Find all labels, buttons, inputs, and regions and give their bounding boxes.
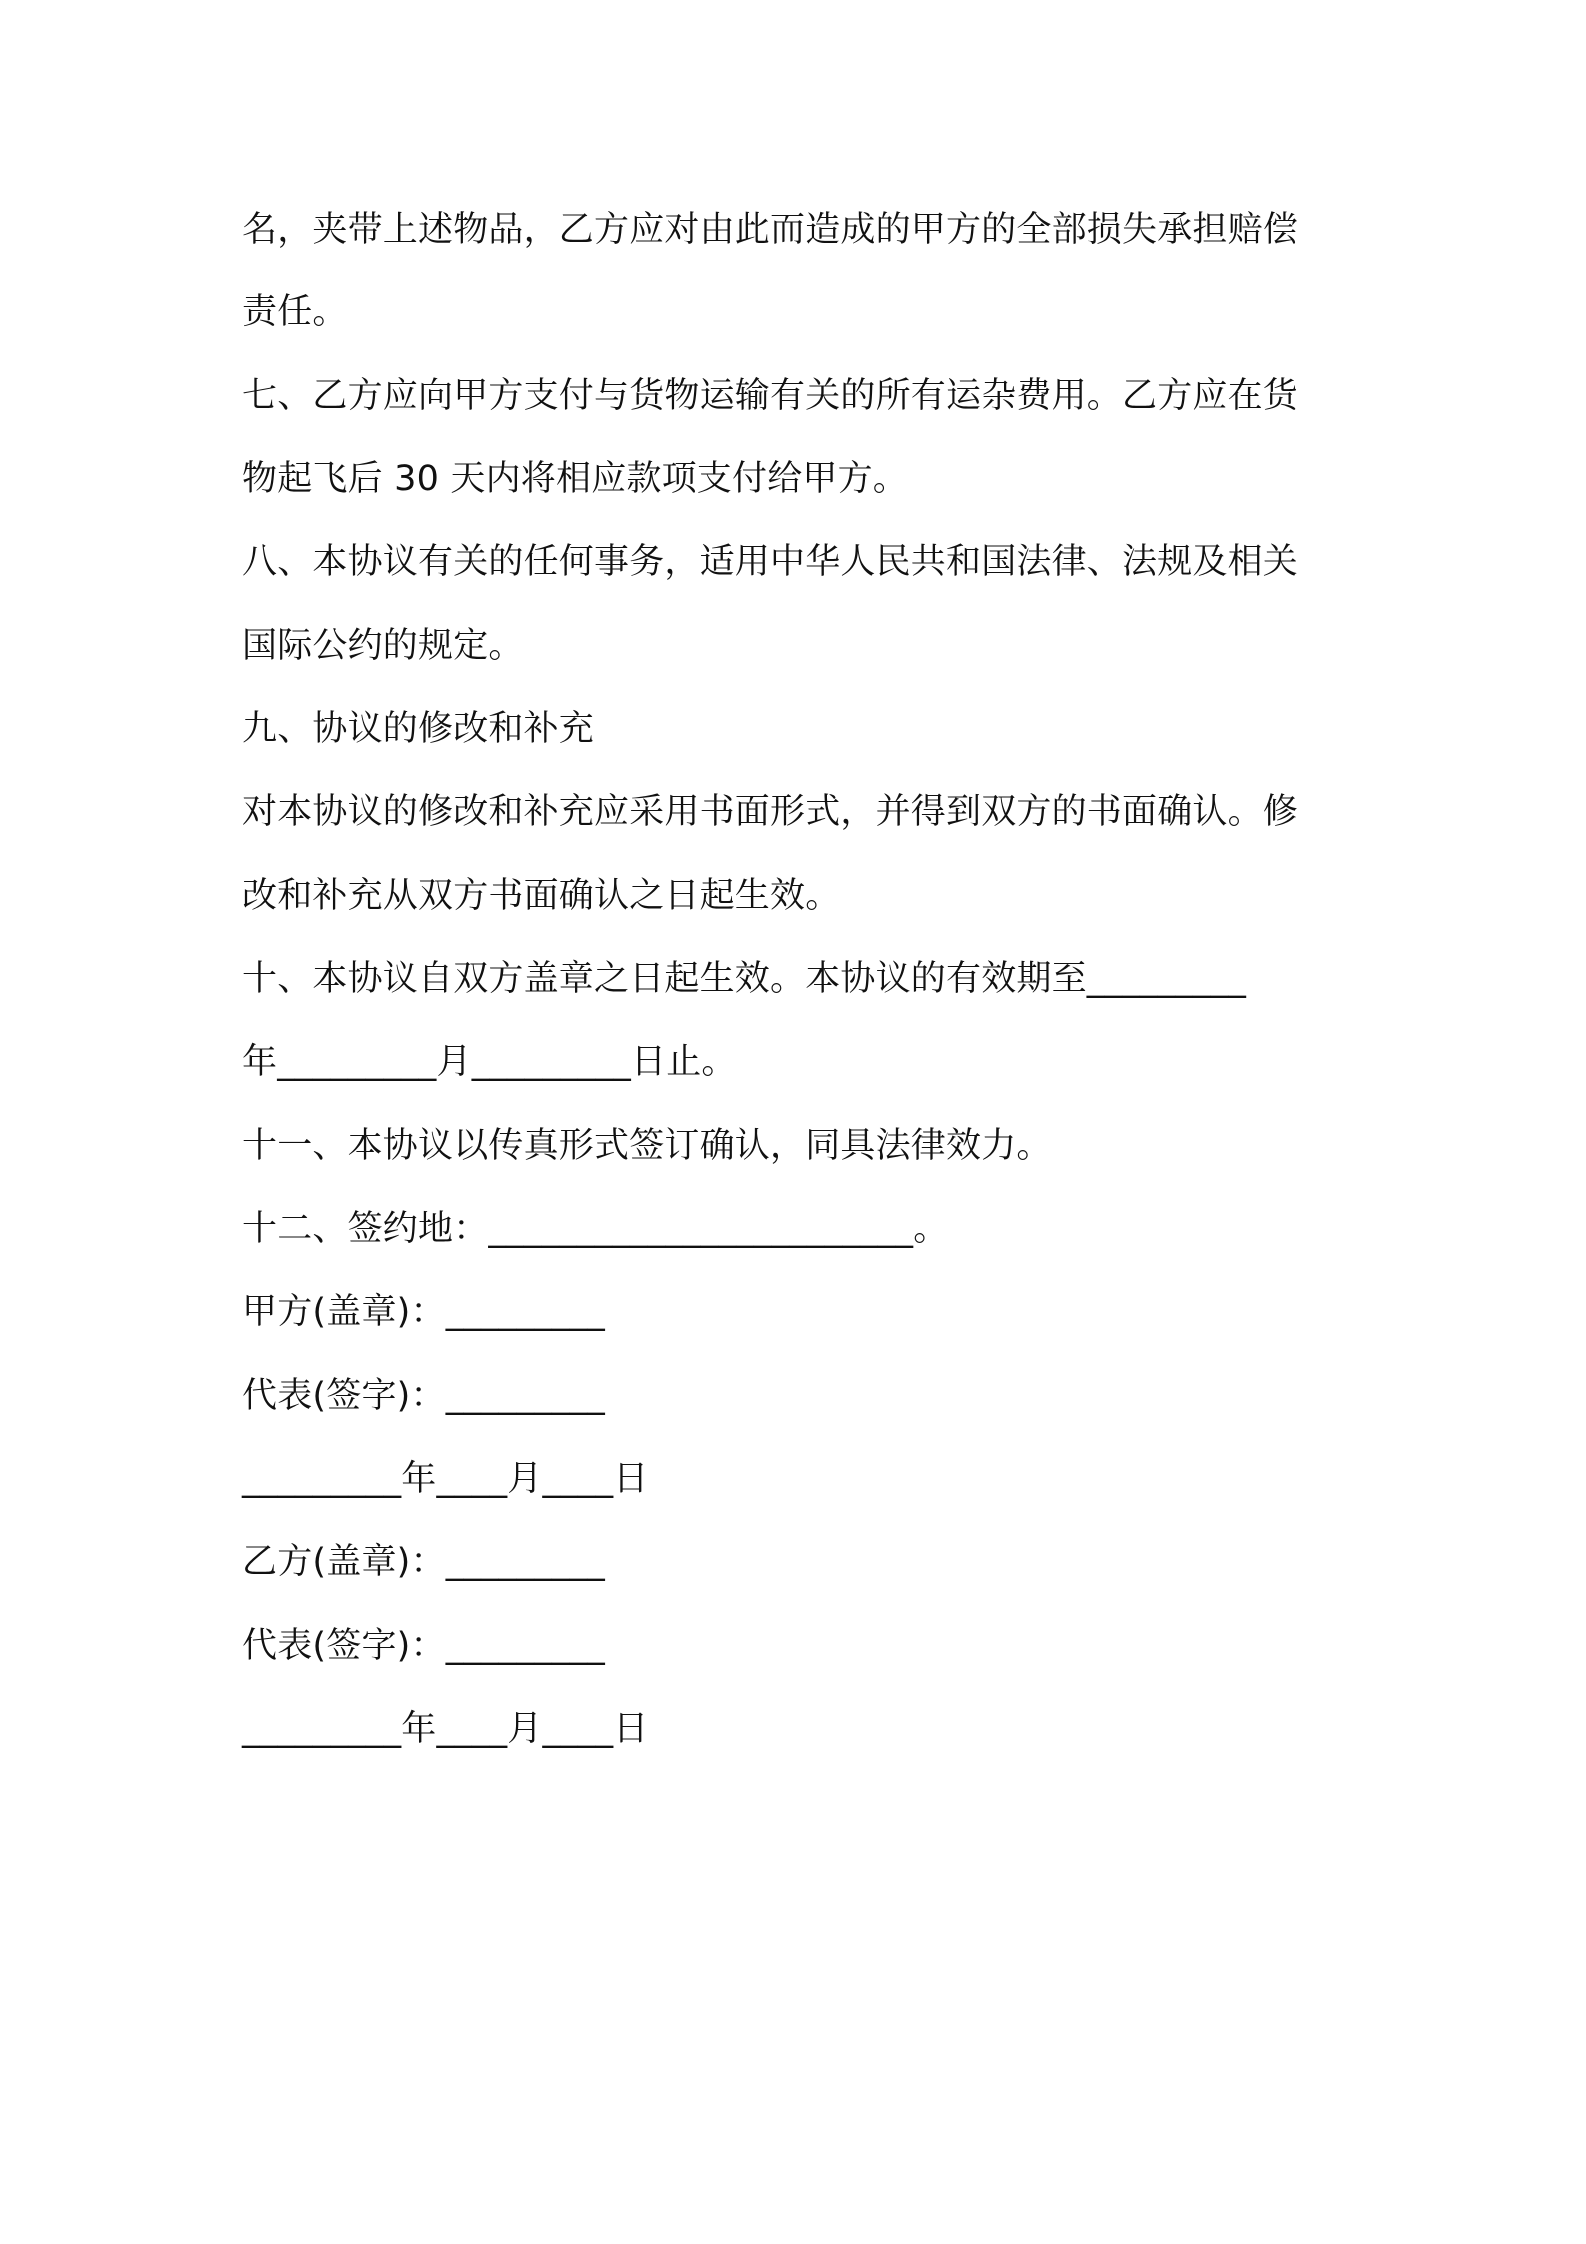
- text-line: 责任。: [242, 292, 348, 332]
- party-b-representative: 代表(签字)：_________: [242, 1626, 606, 1666]
- text-line: 物起飞后 30 天内将相应款项支付给甲方。: [242, 459, 908, 499]
- clause-12-signing-place: 十二、签约地：________________________。: [242, 1209, 949, 1249]
- text-line: 对本协议的修改和补充应采用书面形式，并得到双方的书面确认。修: [242, 792, 1299, 832]
- clause-9-heading: 九、协议的修改和补充: [242, 709, 595, 749]
- party-b-date: _________年____月____日: [242, 1709, 649, 1749]
- text-line: 名，夹带上述物品，乙方应对由此而造成的甲方的全部损失承担赔偿: [242, 210, 1299, 250]
- party-a-date: _________年____月____日: [242, 1459, 649, 1499]
- party-b-seal: 乙方(盖章)：_________: [242, 1542, 606, 1582]
- party-a-seal: 甲方(盖章)：_________: [242, 1292, 606, 1332]
- party-a-representative: 代表(签字)：_________: [242, 1376, 606, 1416]
- clause-11: 十一、本协议以传真形式签订确认，同具法律效力。: [242, 1126, 1052, 1166]
- text-line: 国际公约的规定。: [242, 626, 524, 666]
- clause-8: 八、本协议有关的任何事务，适用中华人民共和国法律、法规及相关: [242, 542, 1299, 582]
- clause-7: 七、乙方应向甲方支付与货物运输有关的所有运杂费用。乙方应在货: [242, 376, 1299, 416]
- text-line: 年_________月_________日止。: [242, 1042, 737, 1082]
- text-line: 改和补充从双方书面确认之日起生效。: [242, 876, 841, 916]
- clause-10: 十、本协议自双方盖章之日起生效。本协议的有效期至_________: [242, 959, 1247, 999]
